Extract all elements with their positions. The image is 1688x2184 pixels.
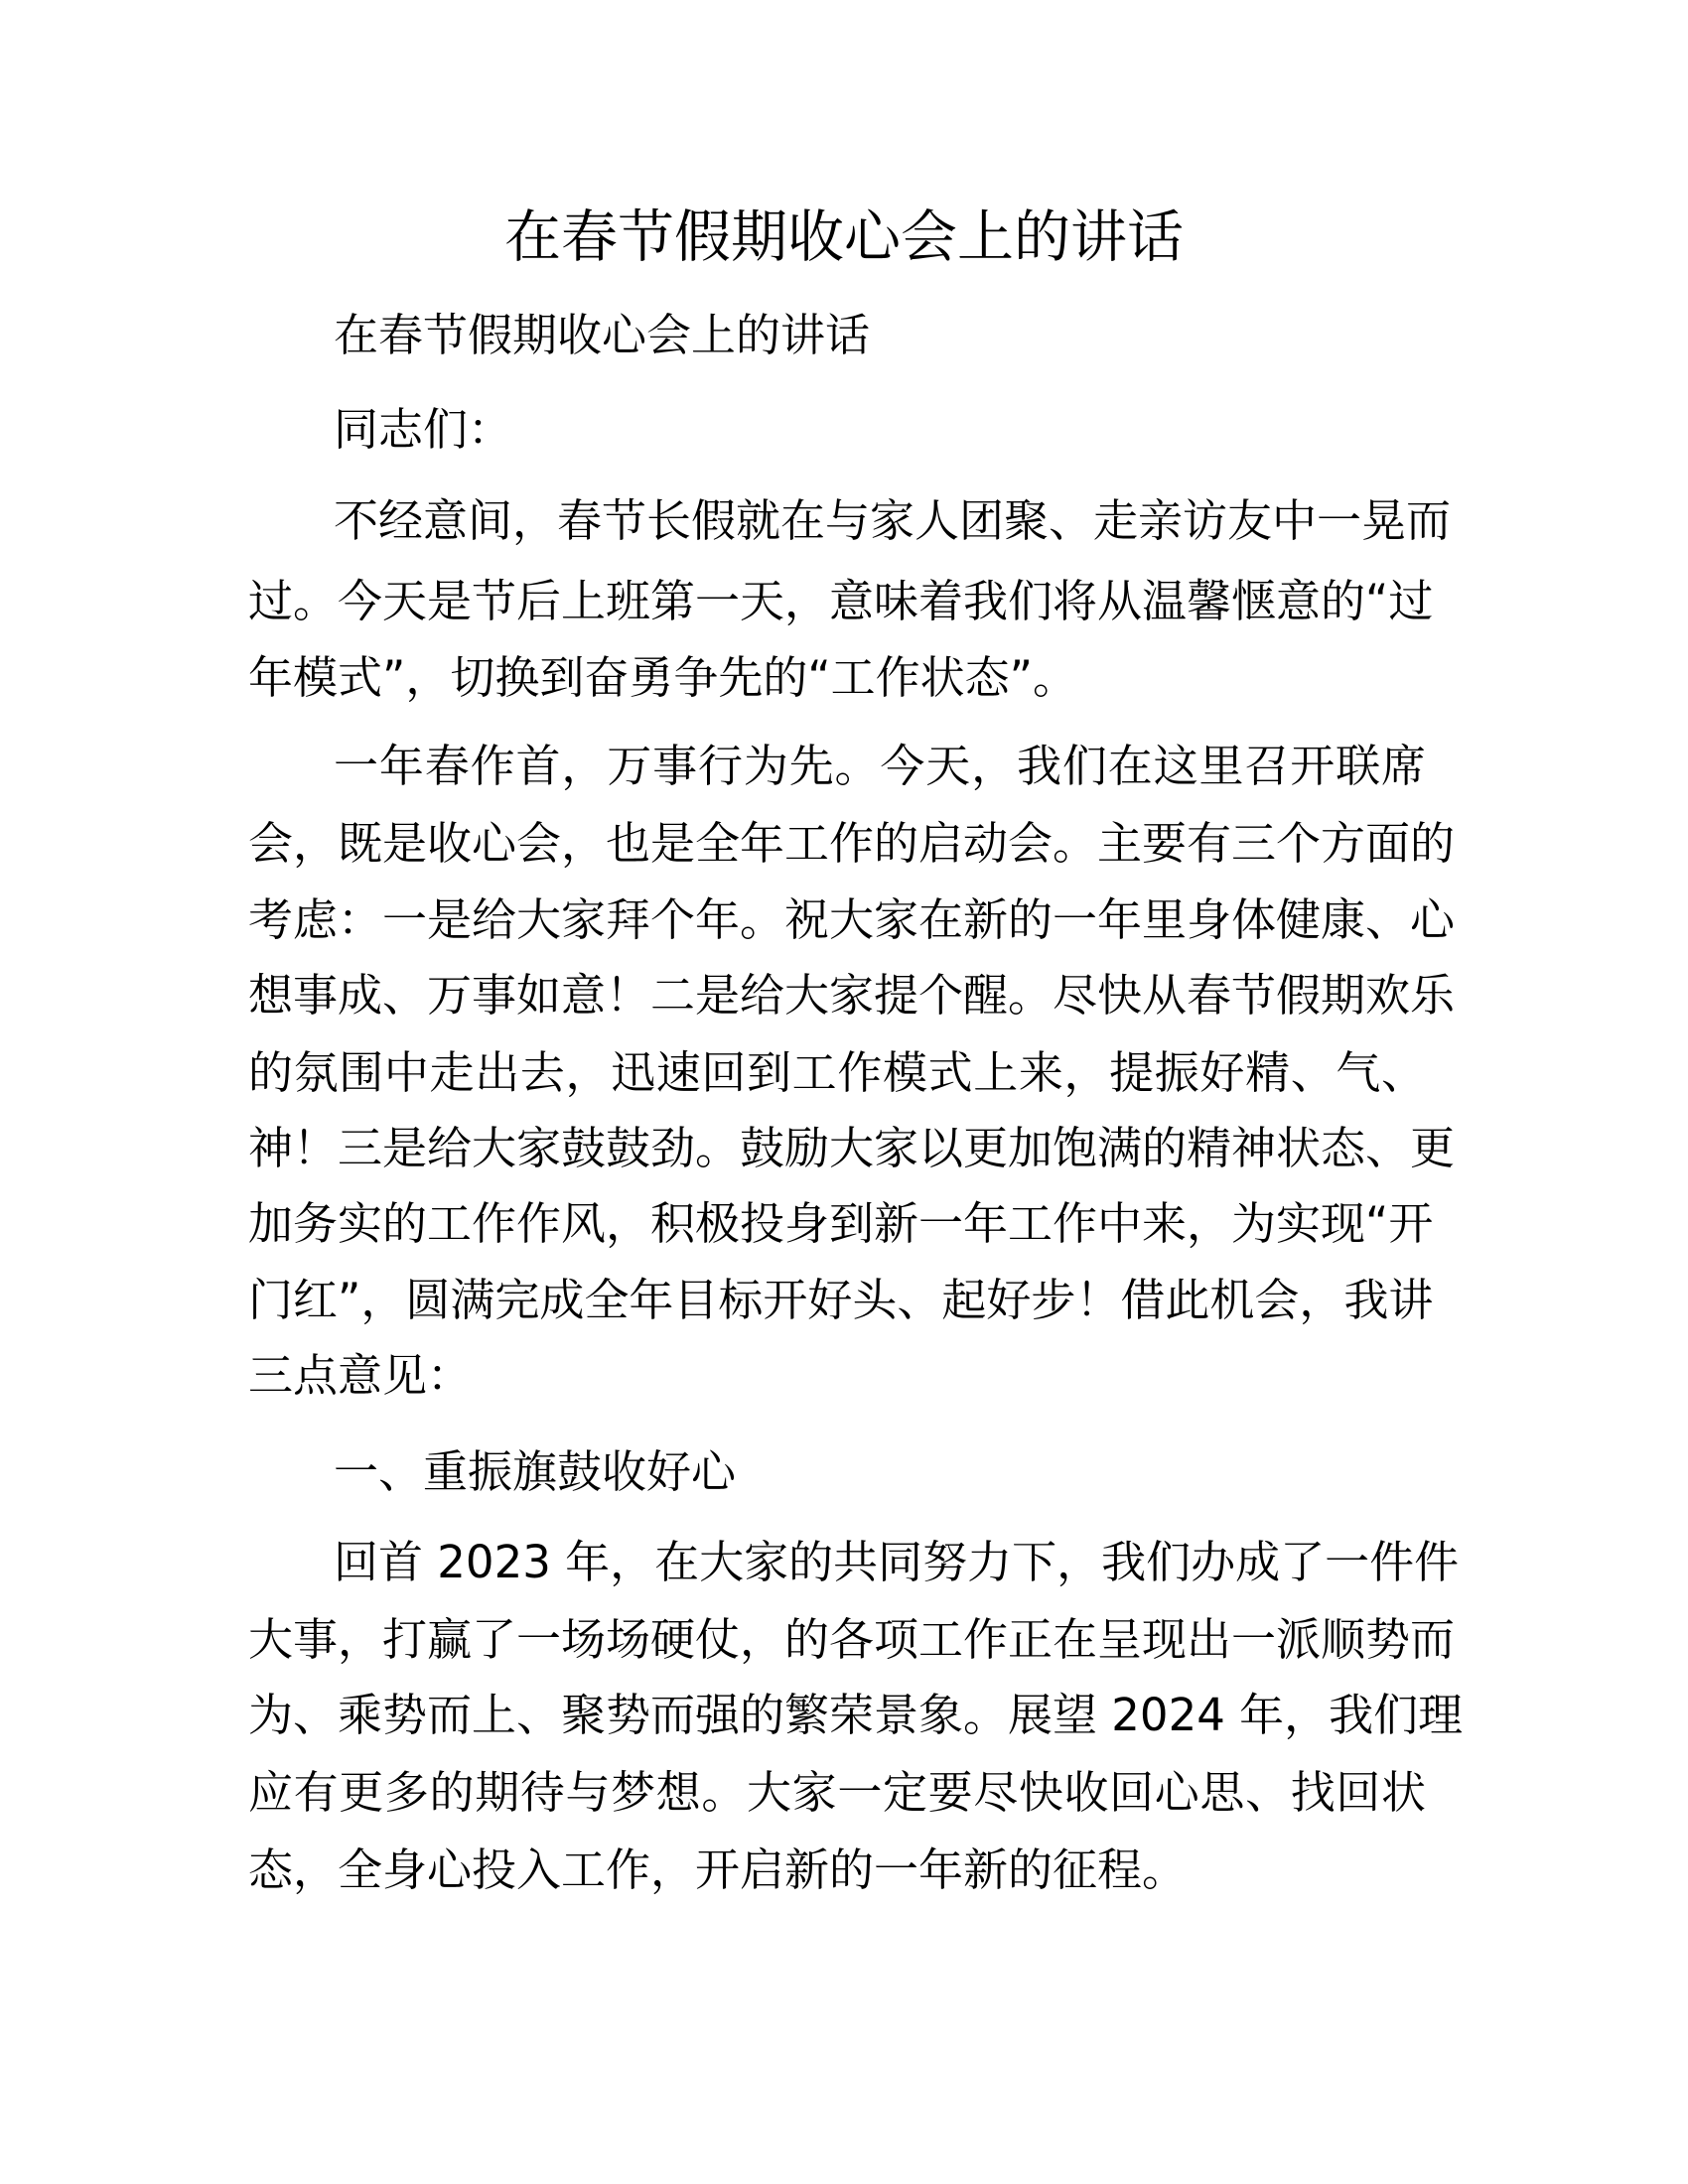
paragraph-intro-line: 年模式”，切换到奋勇争先的“工作状态”。 bbox=[248, 651, 1077, 704]
paragraph-opening-line: 一年春作首，万事行为先。今天，我们在这里召开联席 bbox=[334, 740, 1426, 792]
paragraph-intro-line: 过。今天是节后上班第一天，意味着我们将从温馨惬意的“过 bbox=[248, 575, 1434, 627]
subtitle: 在春节假期收心会上的讲话 bbox=[334, 309, 871, 361]
paragraph-opening-line: 的氛围中走出去，迅速回到工作模式上来，提振好精、气、 bbox=[248, 1046, 1426, 1099]
paragraph-opening-line: 考虑：一是给大家拜个年。祝大家在新的一年里身体健康、心 bbox=[248, 893, 1456, 946]
section-heading-1-line: 一、重振旗鼓收好心 bbox=[334, 1445, 737, 1498]
paragraph-opening-line: 门红”，圆满完成全年目标开好头、起好步！借此机会，我讲 bbox=[248, 1274, 1434, 1326]
paragraph-section-1-line: 为、乘势而上、聚势而强的繁荣景象。展望 2024 年，我们理 bbox=[248, 1689, 1464, 1741]
paragraph-opening-line: 三点意见： bbox=[248, 1349, 473, 1402]
paragraph-opening-line: 想事成、万事如意！二是给大家提个醒。尽快从春节假期欢乐 bbox=[248, 969, 1456, 1022]
paragraph-intro-line: 不经意间，春节长假就在与家人团聚、走亲访友中一晃而 bbox=[334, 494, 1452, 547]
salutation: 同志们： bbox=[334, 403, 513, 456]
paragraph-section-1-line: 态，全身心投入工作，开启新的一年新的征程。 bbox=[248, 1843, 1188, 1896]
paragraph-section-1-line: 回首 2023 年，在大家的共同努力下，我们办成了一件件 bbox=[334, 1536, 1460, 1588]
paragraph-section-1-line: 大事，打赢了一场场硬仗，的各项工作正在呈现出一派顺势而 bbox=[248, 1613, 1456, 1666]
document-title: 在春节假期收心会上的讲话 bbox=[504, 205, 1184, 270]
paragraph-opening-line: 加务实的工作作风，积极投身到新一年工作中来，为实现“开 bbox=[248, 1197, 1434, 1250]
paragraph-section-1-line: 应有更多的期待与梦想。大家一定要尽快收回心思、找回状 bbox=[248, 1766, 1426, 1819]
paragraph-opening-line: 会，既是收心会，也是全年工作的启动会。主要有三个方面的 bbox=[248, 817, 1456, 870]
paragraph-opening-line: 神！三是给大家鼓鼓劲。鼓励大家以更加饱满的精神状态、更 bbox=[248, 1122, 1456, 1174]
